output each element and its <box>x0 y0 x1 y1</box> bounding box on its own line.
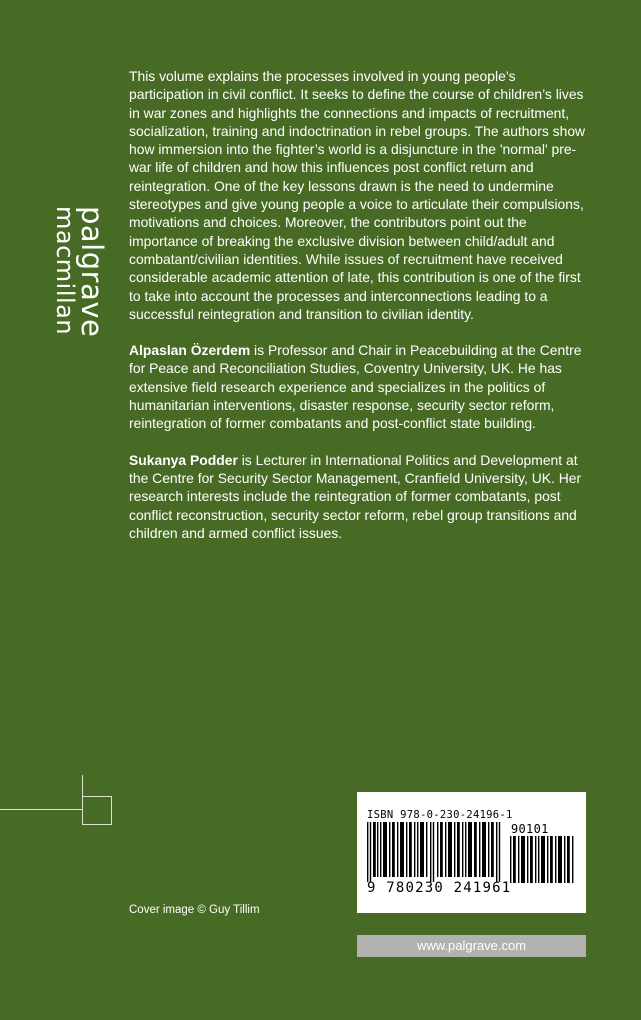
author-bio-text: is Lecturer in International Politics and Development at the Centre for Security Sector Management, Cranfield University, UK. Her research interests include the reintegration of former combatants, post conflict reconstruction, security sector reform, rebel group transitions and children and armed conflict issues. <box>129 451 582 541</box>
publisher-logo <box>50 66 109 338</box>
author-bio-2 <box>129 451 592 542</box>
logo-wordmark-bottom: macmillan <box>51 206 79 336</box>
author-bio-1 <box>129 341 592 432</box>
price-barcode-icon <box>510 836 576 883</box>
barcode-panel <box>357 792 586 913</box>
blurb-paragraph: This volume explains the processes involved in young people’s participation in civil conflict. It seeks to define the course of children’s lives in war zones and highlights the connections and impacts of recruitment, socialization, training and indoctrination in rebel groups. The authors show how immersion into the fighter’s world is a disjuncture in the 'normal' pre-war life of children and how this influences post conflict return and reintegration. One of the key lessons drawn is the need to undermine stereotypes and give young people a voice to articulate their compulsions, motivations and choices. Moreover, the contributors point out the importance of breaking the exclusive division between child/adult and combatant/civilian identities. While issues of recruitment have received considerable academic attention of late, this contribution is one of the first to take into account the processes and interconnections leading to a successful reintegration and transition to civilian identity. <box>129 68 586 322</box>
author-name: Sukanya Podder <box>129 451 238 468</box>
author-name: Alpaslan Özerdem <box>129 342 251 359</box>
decorative-square-icon <box>82 796 112 825</box>
isbn-label: ISBN 978-0-230-24196-1 <box>367 809 513 821</box>
logo-wordmark-top: palgrave <box>75 206 109 338</box>
back-cover-text <box>129 67 592 560</box>
decorative-line <box>0 809 82 810</box>
publisher-url: www.palgrave.com <box>357 935 586 957</box>
price-code: 90101 <box>511 822 549 836</box>
cover-image-credit: Cover image © Guy Tillim <box>129 904 260 916</box>
author-bio-text: is Professor and Chair in Peacebuilding at the Centre for Peace and Reconciliation Studies, Coventry University, UK. He has extensive field research experience and specializes in the politics of humanitarian interventions, disaster response, security sector reform, reintegration of former combatants and post-conflict state building. <box>129 342 582 432</box>
ean-barcode-icon <box>367 822 502 882</box>
ean-digits: 9 780230 241961 <box>367 880 512 896</box>
